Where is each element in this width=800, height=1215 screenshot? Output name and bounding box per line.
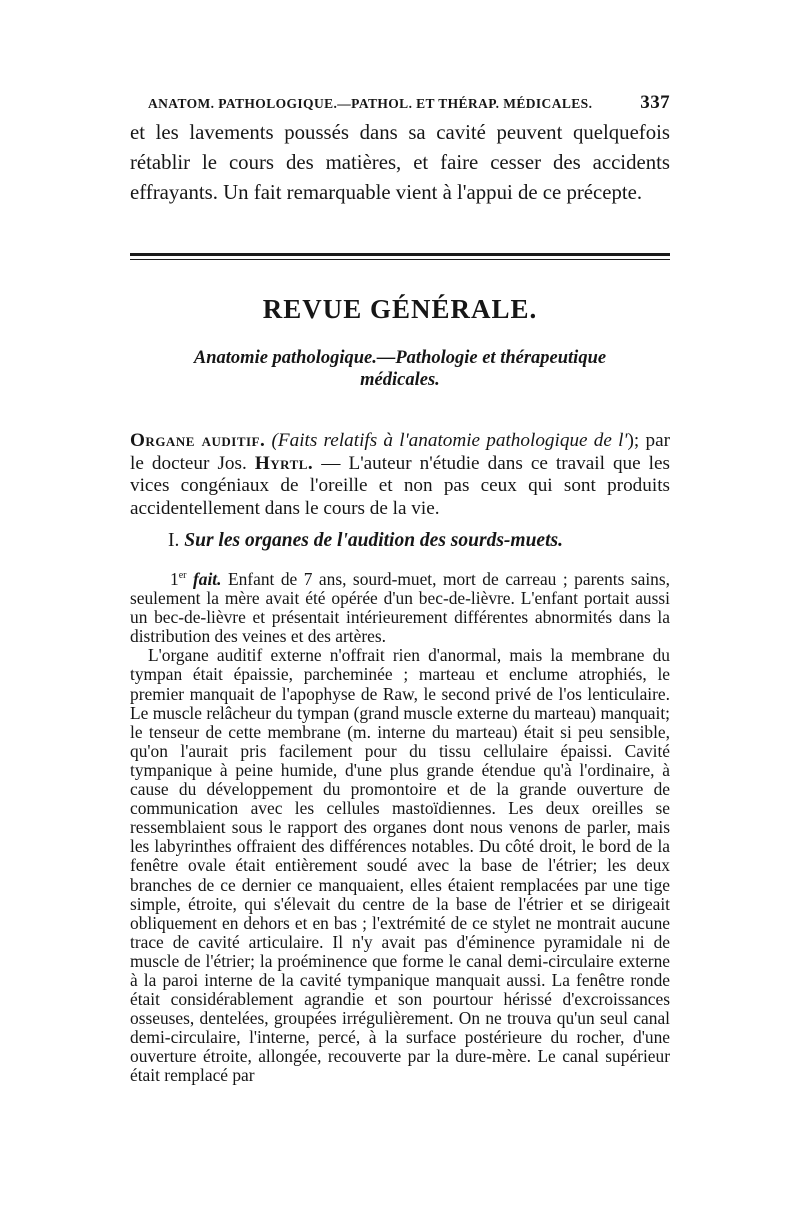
article-intro-text: — L'auteur n'étudie dans ce travail que les vices congéniaux de l'oreille et non pas ceux qui sont produits accidentellement dans le cours de la vie. bbox=[130, 452, 670, 519]
running-head bbox=[130, 92, 670, 114]
subsection-title: Sur les organes de l'audition des sourds-muets. bbox=[184, 530, 563, 551]
case-1-ordinal: er bbox=[178, 570, 187, 582]
article-author: Hyrtl. bbox=[254, 452, 314, 474]
section-title: REVUE GÉNÉRALE. bbox=[262, 294, 538, 324]
subsection-heading bbox=[130, 530, 670, 552]
section-divider bbox=[130, 253, 670, 260]
article-lead-italic: (Faits relatifs à l'anatomie pathologique de l' bbox=[271, 430, 628, 451]
book-page bbox=[130, 92, 670, 1086]
article-by: par le docteur Jos. bbox=[130, 430, 670, 474]
page-number: 337 bbox=[640, 92, 670, 113]
subsection-numeral: I. bbox=[168, 530, 180, 551]
case-1-label: fait. bbox=[192, 569, 222, 589]
case-1-body: L'organe auditif externe n'offrait rien d'anormal, mais la membrane du tympan était épaissie, parcheminée ; marteau et enclume atrophiés, le premier manquait de l'apophyse de Raw, le second privé de l'os lenticulaire. Le muscle relâcheur du tympan (grand muscle externe du marteau) manquait; le tenseur de cette membrane (m. interne du marteau) était si peu sensible, qu'on l'aurait pris facilement pour du tissu cellulaire épaissi. Cavité tympanique à peine humide, d'une plus grande étendue qu'à l'ordinaire, à cause du développement du promontoire et de la grande ouverture de communication avec les cellules mastoïdiennes. Les deux oreilles se ressemblaient sous le rapport des organes dont nous venons de parler, mais les labyrinthes offraient des différences notables. Du côté droit, le bord de la fenêtre ovale était entièrement soudé avec la base de l'étrier; les deux branches de ce dernier ce manquaient, elles étaient remplacées par une tige simple, étroite, qui s'élevait du centre de la base de l'étrier et se dirigeait obliquement en dehors et en bas ; l'extrémité de ce stylet ne montrait aucune trace de cavité articulaire. Il n'y avait pas d'éminence pyramidale ni de muscle de l'étrier; la proéminence que forme le canal demi-circulaire externe à la paroi interne de la cavité tympanique manquait aussi. La fenêtre ronde était considérablement agrandie et son pourtour hérissé d'excroissances osseuses, dentelées, groupées irrégulièrement. On ne trouva qu'un seul canal demi-circulaire, l'interne, percé, à la surface postérieure du rocher, d'une ouverture étroite, allongée, recouverte par la dure-mère. Le canal supérieur était remplacé par bbox=[130, 645, 670, 1086]
case-1-paragraph bbox=[130, 570, 670, 646]
running-head-title: ANATOM. PATHOLOGIQUE.—PATHOL. ET THÉRAP. MÉDICALES. bbox=[148, 96, 593, 111]
article-lead-suffix: ); bbox=[627, 430, 640, 451]
case-1-number: 1 bbox=[170, 569, 179, 589]
divider-thin-rule bbox=[130, 259, 670, 260]
section-subtitle bbox=[130, 347, 670, 391]
section-subtitle-line2: médicales. bbox=[360, 370, 440, 390]
divider-thick-rule bbox=[130, 253, 670, 256]
article-intro bbox=[130, 430, 670, 520]
article-lead: Organe auditif. bbox=[130, 430, 266, 451]
case-1-text-start: Enfant de 7 ans, sourd-muet, mort de carreau ; parents sains, seulement la mère avait été opérée d'un bec-de-lièvre. L'enfant portait aussi un bec-de-lièvre et présentait intérieurement différentes abnormités dans la distribution des veines et des artères. bbox=[130, 569, 670, 647]
section-subtitle-line1: Anatomie pathologique.—Pathologie et thérapeutique bbox=[193, 348, 607, 368]
opening-paragraph: et les lavements poussés dans sa cavité peuvent quelquefois rétablir le cours des matières, et faire cesser des accidents effrayants. Un fait remarquable vient à l'appui de ce précepte. bbox=[130, 121, 670, 204]
